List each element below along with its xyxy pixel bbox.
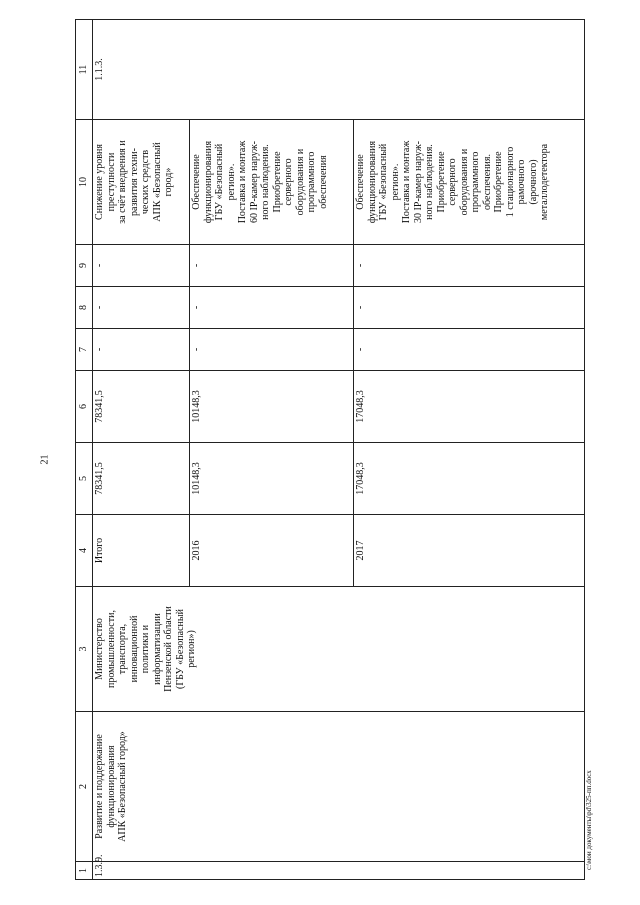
indicator-code: 1.1.3. [93, 20, 585, 120]
amount-col7: - [190, 329, 354, 371]
amount-col9: - [93, 245, 190, 287]
col-header-11: 11 [76, 20, 93, 120]
amount-total: 10148,3 [190, 443, 354, 515]
amount-col9: - [354, 245, 585, 287]
amount-budget: 10148,3 [190, 371, 354, 443]
amount-col9: - [190, 245, 354, 287]
amount-col7: - [354, 329, 585, 371]
table-row [93, 20, 190, 880]
col-header-3: 3 [76, 587, 93, 712]
year-cell: 2017 [354, 515, 585, 587]
amount-col8: - [190, 287, 354, 329]
page-number: 21 [39, 454, 51, 465]
col-header-10: 10 [76, 120, 93, 245]
row-number: 1.3.9. [93, 862, 585, 880]
result-text: Обеспечение функционирования ГБУ «Безопасный регион». Поставка и монтаж 30 IP-камер наруж- ного наблюдения. Приобретение серверного оборудования и программного обеспечения. Приобретение 1 стационарного рамочного (арочного) металлодетектора [354, 120, 585, 245]
col-header-5: 5 [76, 443, 93, 515]
col-header-1: 1 [76, 862, 93, 880]
program-table [75, 19, 585, 880]
footer-path: c:\мои документы\pd\325-пп.docx [585, 770, 593, 870]
col-header-4: 4 [76, 515, 93, 587]
result-text: Снижение уровня преступности за счёт внедрения и развития техни- ческих средств АПК «Безопасный город» [93, 120, 190, 245]
col-header-9: 9 [76, 245, 93, 287]
amount-col8: - [354, 287, 585, 329]
amount-budget: 78341,5 [93, 371, 190, 443]
amount-total: 78341,5 [93, 443, 190, 515]
header-row [76, 20, 93, 880]
col-header-2: 2 [76, 712, 93, 862]
col-header-8: 8 [76, 287, 93, 329]
col-header-6: 6 [76, 371, 93, 443]
amount-col7: - [93, 329, 190, 371]
col-header-7: 7 [76, 329, 93, 371]
amount-total: 17048,3 [354, 443, 585, 515]
year-cell: Итого [93, 515, 190, 587]
year-cell: 2016 [190, 515, 354, 587]
executor: Министерство промышленности, транспорта, инновационной политики и информатизации Пензенской области (ГБУ «Безопасный регион») [93, 587, 585, 712]
amount-budget: 17048,3 [354, 371, 585, 443]
measure-name: Развитие и поддержание функционирования АПК «Безопасный город» [93, 712, 585, 862]
result-text: Обеспечение функционирования ГБУ «Безопасный регион». Поставка и монтаж 60 IP-камер наруж- ного наблюдения. Приобретение серверного оборудования и программного обеспечения [190, 120, 354, 245]
rotated-table-wrapper [75, 20, 585, 880]
amount-col8: - [93, 287, 190, 329]
